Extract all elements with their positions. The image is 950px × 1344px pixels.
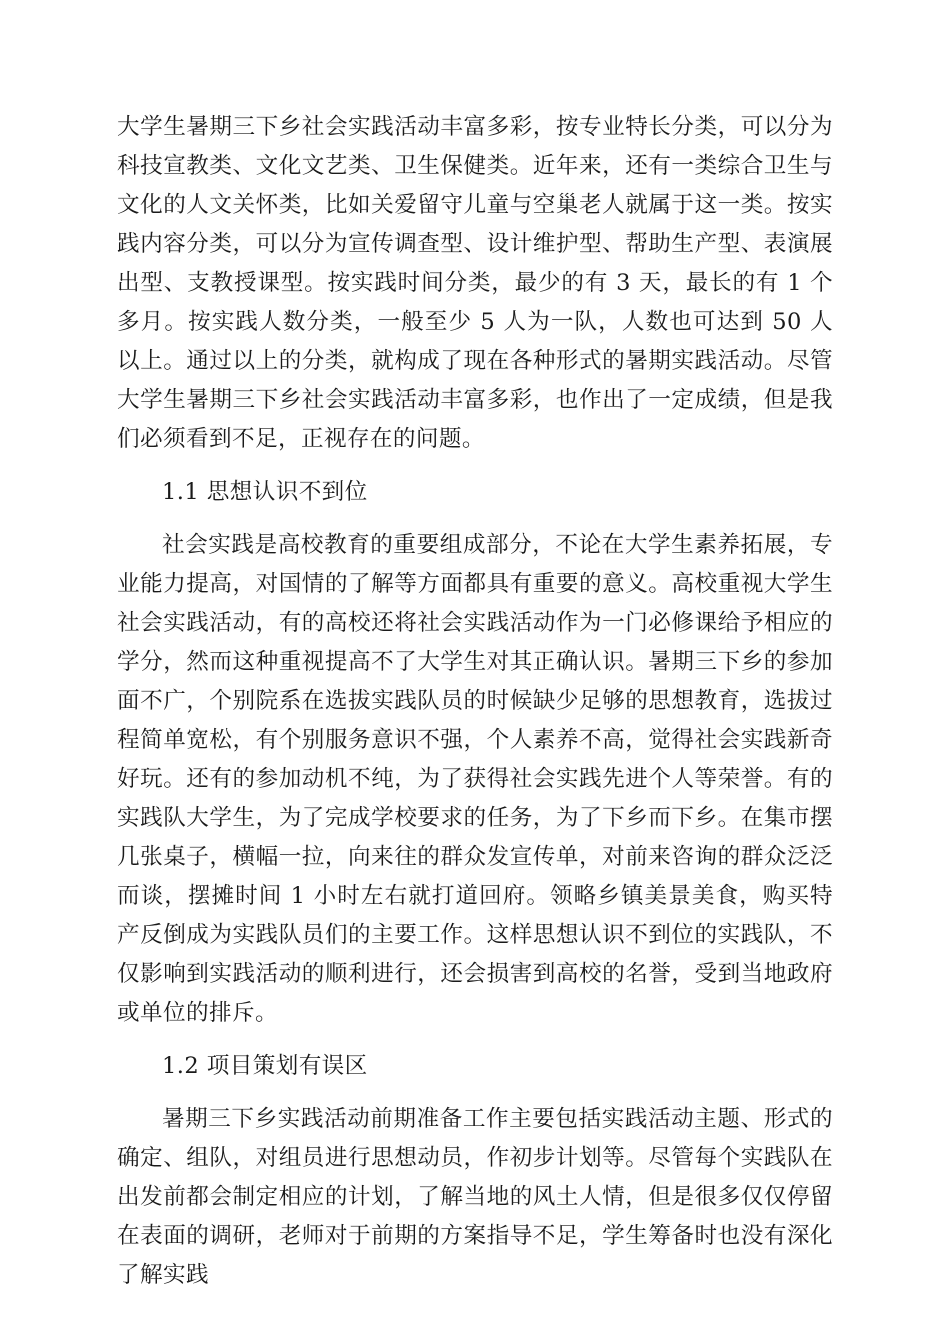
document-page <box>117 108 833 1309</box>
section-heading: 1.1 思想认识不到位 <box>162 479 368 505</box>
body-paragraph: 社会实践是高校教育的重要组成部分，不论在大学生素养拓展，专业能力提高，对国情的了解等方面都具有重要的意义。高校重视大学生社会实践活动，有的高校还将社会实践活动作为一门必修课给予相应的学分，然而这种重视提高不了大学生对其正确认识。暑期三下乡的参加面不广，个别院系在选拔实践队员的时候缺少足够的思想教育，选拔过程简单宽松，有个别服务意识不强，个人素养不高，觉得社会实践新奇好玩。还有的参加动机不纯，为了获得社会实践先进个人等荣誉。有的实践队大学生，为了完成学校要求的任务，为了下乡而下乡。在集市摆几张桌子，横幅一拉，向来往的群众发宣传单，对前来咨询的群众泛泛而谈，摆摊时间 1 小时左右就打道回府。领略乡镇美景美食，购买特产反倒成为实践队员们的主要工作。这样思想认识不到位的实践队，不仅影响到实践活动的顺利进行，还会损害到高校的名誉，受到当地政府或单位的排斥。 <box>117 532 833 1026</box>
section-heading: 1.2 项目策划有误区 <box>162 1053 368 1079</box>
body-paragraph: 暑期三下乡实践活动前期准备工作主要包括实践活动主题、形式的确定、组队，对组员进行思想动员，作初步计划等。尽管每个实践队在出发前都会制定相应的计划，了解当地的风土人情，但是很多仅仅停留在表面的调研，老师对于前期的方案指导不足，学生筹备时也没有深化了解实践 <box>117 1106 833 1288</box>
body-paragraph: 大学生暑期三下乡社会实践活动丰富多彩，按专业特长分类，可以分为科技宣教类、文化文艺类、卫生保健类。近年来，还有一类综合卫生与文化的人文关怀类，比如关爱留守儿童与空巢老人就属于这一类。按实践内容分类，可以分为宣传调查型、设计维护型、帮助生产型、表演展出型、支教授课型。按实践时间分类，最少的有 3 天，最长的有 1 个多月。按实践人数分类，一般至少 5 人为一队，人数也可达到 50 人以上。通过以上的分类，就构成了现在各种形式的暑期实践活动。尽管大学生暑期三下乡社会实践活动丰富多彩，也作出了一定成绩，但是我们必须看到不足，正视存在的问题。 <box>117 114 833 452</box>
